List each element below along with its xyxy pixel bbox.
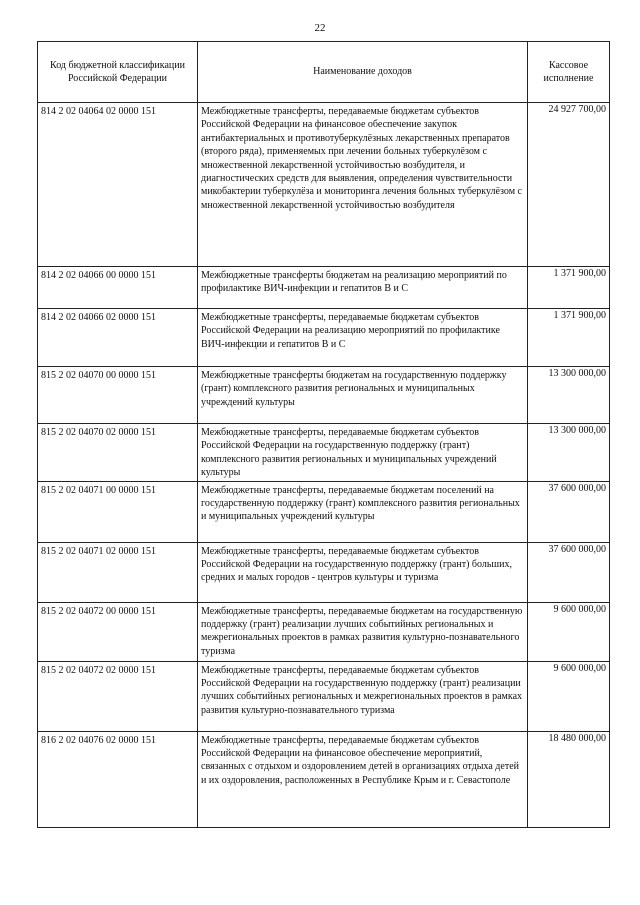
revenue-name: Межбюджетные трансферты, передаваемые бюджетам субъектов Российской Федерации на финансовое обеспечение закупок антибактериальных и противотуберкулёзных лекарственных препаратов (второго ряда), применяемых при лечении больных туберкулёзом с множественной лекарственной устойчивостью возбудителя, и диагностических средств для выявления, определения чувствительности микобактерии туберкулёза и мониторинга лечения больных туберкулёзом с множественной лекарственной устойчивостью возбудителя — [198, 103, 528, 267]
budget-code: 815 2 02 04072 00 0000 151 — [38, 602, 198, 661]
header-amount: Кассовое исполнение — [528, 42, 610, 103]
revenue-name: Межбюджетные трансферты, передаваемые бюджетам субъектов Российской Федерации на государственную поддержку (грант) комплексного развития региональных и муниципальных учреждений культуры — [198, 424, 528, 482]
table-row — [38, 542, 610, 602]
budget-code: 814 2 02 04066 00 0000 151 — [38, 267, 198, 309]
table-row — [38, 309, 610, 367]
budget-code: 815 2 02 04072 02 0000 151 — [38, 661, 198, 731]
table-row — [38, 424, 610, 482]
budget-code: 814 2 02 04064 02 0000 151 — [38, 103, 198, 267]
budget-code: 815 2 02 04070 00 0000 151 — [38, 367, 198, 424]
table-row — [38, 661, 610, 731]
cash-execution: 24 927 700,00 — [528, 103, 610, 267]
cash-execution: 9 600 000,00 — [528, 602, 610, 661]
table-header-row — [38, 42, 610, 103]
table-row — [38, 367, 610, 424]
budget-code: 815 2 02 04071 00 0000 151 — [38, 481, 198, 542]
header-code: Код бюджетной классификации Российской Федерации — [38, 42, 198, 103]
revenue-name: Межбюджетные трансферты, передаваемые бюджетам субъектов Российской Федерации на государственную поддержку (грант) реализации лучших событийных региональных и межрегиональных проектов в рамках развития культурно-познавательного туризма — [198, 661, 528, 731]
revenue-table — [37, 41, 610, 828]
revenue-name: Межбюджетные трансферты, передаваемые бюджетам субъектов Российской Федерации на финансовое обеспечение мероприятий, связанных с отдыхом и оздоровлением детей в организациях отдыха детей и их оздоровления, расположенных в Республике Крым и г. Севастополе — [198, 731, 528, 827]
revenue-name: Межбюджетные трансферты, передаваемые бюджетам субъектов Российской Федерации на государственную поддержку (грант) больших, средних и малых городов - центров культуры и туризма — [198, 542, 528, 602]
cash-execution: 18 480 000,00 — [528, 731, 610, 827]
table-row — [38, 602, 610, 661]
revenue-name: Межбюджетные трансферты, передаваемые бюджетам поселений на государственную поддержку (грант) комплексного развития региональных и муниципальных учреждений культуры — [198, 481, 528, 542]
budget-code: 815 2 02 04070 02 0000 151 — [38, 424, 198, 482]
revenue-name: Межбюджетные трансферты, передаваемые бюджетам на государственную поддержку (грант) реализации лучших событийных региональных и межрегиональных проектов в рамках развития культурно-познавательного туризма — [198, 602, 528, 661]
revenue-name: Межбюджетные трансферты, передаваемые бюджетам субъектов Российской Федерации на реализацию мероприятий по профилактике ВИЧ-инфекции и гепатитов В и С — [198, 309, 528, 367]
cash-execution: 1 371 900,00 — [528, 267, 610, 309]
budget-code: 815 2 02 04071 02 0000 151 — [38, 542, 198, 602]
page-number: 22 — [314, 22, 326, 34]
revenue-name: Межбюджетные трансферты бюджетам на реализацию мероприятий по профилактике ВИЧ-инфекции и гепатитов В и С — [198, 267, 528, 309]
table-row — [38, 731, 610, 827]
cash-execution: 1 371 900,00 — [528, 309, 610, 367]
table-row — [38, 481, 610, 542]
cash-execution: 37 600 000,00 — [528, 481, 610, 542]
cash-execution: 37 600 000,00 — [528, 542, 610, 602]
budget-code: 814 2 02 04066 02 0000 151 — [38, 309, 198, 367]
revenue-name: Межбюджетные трансферты бюджетам на государственную поддержку (грант) комплексного развития региональных и муниципальных учреждений культуры — [198, 367, 528, 424]
cash-execution: 9 600 000,00 — [528, 661, 610, 731]
header-name: Наименование доходов — [198, 42, 528, 103]
cash-execution: 13 300 000,00 — [528, 367, 610, 424]
budget-code: 816 2 02 04076 02 0000 151 — [38, 731, 198, 827]
cash-execution: 13 300 000,00 — [528, 424, 610, 482]
table-row — [38, 267, 610, 309]
table-row — [38, 103, 610, 267]
